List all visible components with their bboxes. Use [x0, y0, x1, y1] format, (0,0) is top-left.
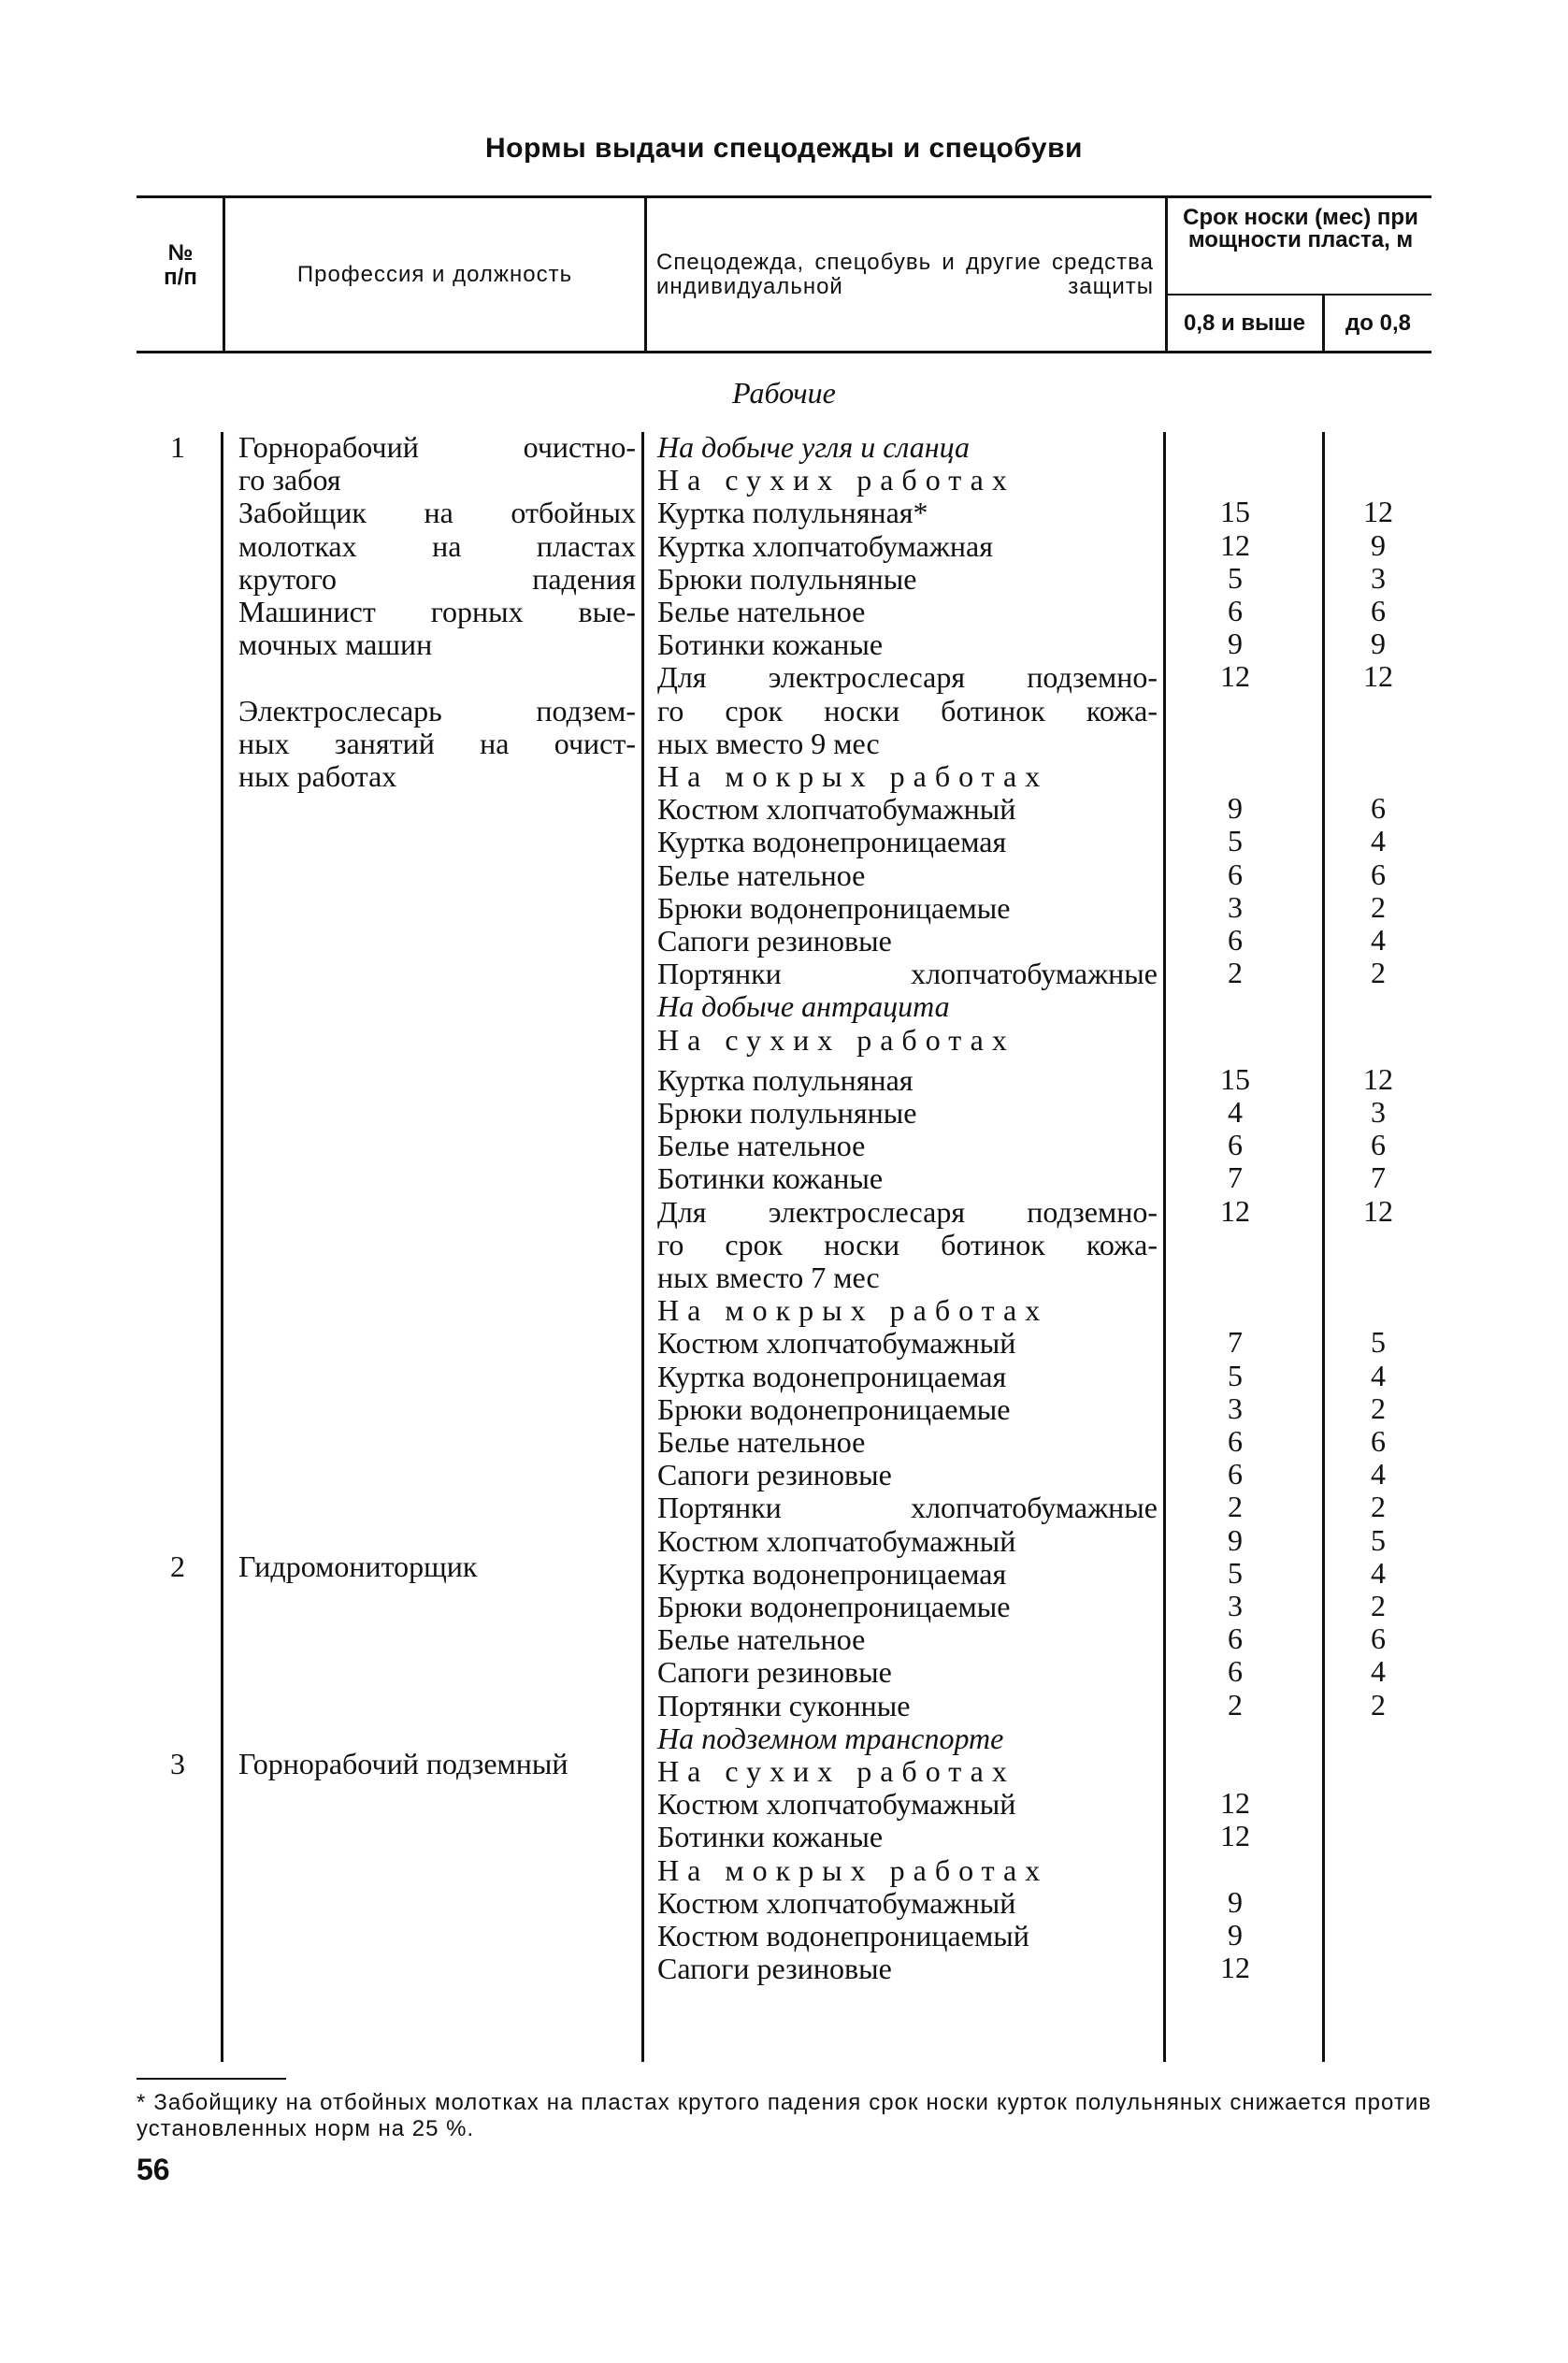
item-text: Брюки полульняные — [657, 1096, 917, 1130]
item-text: Куртка полульняная* — [657, 496, 928, 530]
item-text: На сухих работах — [657, 1022, 1015, 1057]
profession-text: Машинист горных вые- — [238, 595, 636, 628]
profession-text: го забоя — [238, 463, 341, 497]
footnote: * Забойщику на отбойных молотках на пластах крутого падения срок носки курток полульняных снижается против установленных норм на 25 %. — [137, 2090, 1431, 2141]
term-thick-value: 15 — [1220, 495, 1250, 529]
header-divider-4 — [1322, 295, 1325, 351]
item-text: Куртка водонепроницаемая — [657, 825, 1007, 859]
term-thick-value: 6 — [1228, 594, 1243, 627]
term-thin-value: 5 — [1371, 1325, 1386, 1360]
term-thin-value: 2 — [1371, 1490, 1386, 1524]
term-thin-value: 6 — [1371, 791, 1386, 826]
term-thick-value: 4 — [1228, 1095, 1243, 1129]
item-text: Костюм хлопчатобумажный — [657, 1885, 1016, 1920]
term-thick-value: 6 — [1228, 857, 1243, 891]
term-thick-value: 7 — [1228, 1160, 1243, 1195]
term-thick-value: 3 — [1228, 1589, 1243, 1622]
term-thick-value: 3 — [1228, 889, 1243, 924]
item-text: Сапоги резиновые — [657, 924, 892, 958]
term-thick-value: 12 — [1220, 659, 1250, 694]
term-thin-value: 2 — [1371, 1390, 1386, 1425]
header-clothing: Спецодежда, спецобувь и другие средства индивидуальной защиты — [656, 250, 1154, 299]
term-thin-value: 6 — [1371, 1128, 1386, 1162]
term-thin-value: 7 — [1371, 1160, 1386, 1195]
term-thick-value: 9 — [1228, 791, 1243, 826]
item-text: Сапоги резиновые — [657, 1952, 892, 1986]
section-title: Рабочие — [732, 376, 836, 410]
term-thick-value: 5 — [1228, 1555, 1243, 1590]
term-thin-value: 9 — [1371, 527, 1386, 562]
term-thick-value: 7 — [1228, 1325, 1243, 1360]
item-text: На мокрых работах — [657, 1852, 1049, 1887]
profession-text: крутого падения — [238, 561, 636, 596]
item-text: Костюм хлопчатобумажный — [657, 1787, 1016, 1822]
profession-text: Горнорабочий подземный — [238, 1747, 568, 1780]
item-text: Для электрослесаря подземно- — [657, 1194, 1158, 1229]
term-thin-value: 4 — [1371, 1654, 1386, 1689]
body-divider-4 — [1322, 432, 1325, 2062]
term-thin-value: 2 — [1371, 889, 1386, 924]
term-thick-value: 9 — [1228, 627, 1243, 661]
item-text: На сухих работах — [657, 463, 1015, 497]
profession-text: мочных машин — [238, 627, 433, 662]
term-thick-value: 9 — [1228, 1918, 1243, 1952]
item-text: Ботинки кожаные — [657, 1161, 884, 1196]
term-thick-value: 2 — [1228, 1687, 1243, 1722]
header-col-thick: 0,8 и выше — [1183, 310, 1306, 336]
item-text: Костюм хлопчатобумажный — [657, 1326, 1016, 1361]
item-text: Ботинки кожаные — [657, 1820, 884, 1854]
item-text: Портянки хлопчатобумажные — [657, 1491, 1158, 1525]
item-text: Брюки водонепроницаемые — [657, 890, 1011, 925]
item-text: Сапоги резиновые — [657, 1458, 892, 1492]
item-text: го срок носки ботинок кожа- — [657, 693, 1158, 728]
item-text: Ботинки кожаные — [657, 627, 884, 662]
term-thin-value: 2 — [1371, 956, 1386, 990]
term-thin-value: 12 — [1363, 1193, 1393, 1228]
item-text: На подземном транспорте — [657, 1721, 1004, 1755]
term-thin-value: 4 — [1371, 1555, 1386, 1590]
row-number: 1 — [170, 430, 185, 464]
item-text: Сапоги резиновые — [657, 1655, 892, 1690]
item-text: Белье нательное — [657, 1129, 866, 1163]
term-thin-value: 6 — [1371, 1621, 1386, 1656]
term-thick-value: 3 — [1228, 1390, 1243, 1425]
term-thick-value: 12 — [1220, 1786, 1250, 1821]
term-thick-value: 6 — [1228, 1424, 1243, 1458]
term-thin-value: 12 — [1363, 659, 1393, 694]
item-text: На добыче угля и сланца — [657, 430, 971, 464]
term-thick-value: 6 — [1228, 1457, 1243, 1491]
term-thin-value: 2 — [1371, 1687, 1386, 1722]
term-thin-value: 6 — [1371, 1424, 1386, 1458]
item-text: ных вместо 7 мес — [657, 1261, 880, 1294]
header-num: № п/п — [164, 240, 197, 290]
item-text: Куртка водонепроницаемая — [657, 1359, 1007, 1393]
term-thick-value: 5 — [1228, 560, 1243, 595]
footnote-rule — [137, 2078, 286, 2080]
term-thick-value: 5 — [1228, 1358, 1243, 1392]
term-thick-value: 12 — [1220, 1951, 1250, 1985]
item-text: Для электрослесаря подземно- — [657, 660, 1158, 695]
item-text: На мокрых работах — [657, 759, 1049, 793]
item-text: Портянки хлопчатобумажные — [657, 957, 1158, 991]
term-thin-value: 2 — [1371, 1589, 1386, 1622]
item-text: Белье нательное — [657, 595, 866, 628]
term-thin-value: 12 — [1363, 1061, 1393, 1096]
item-text: Брюки водонепроницаемые — [657, 1590, 1011, 1623]
profession-text: Горнорабочий очистно- — [238, 430, 636, 464]
term-thin-value: 12 — [1363, 495, 1393, 529]
item-text: Костюм хлопчатобумажный — [657, 792, 1016, 827]
term-thin-value: 9 — [1371, 627, 1386, 661]
term-thick-value: 9 — [1228, 1884, 1243, 1919]
item-text: Куртка полульняная — [657, 1062, 913, 1097]
term-thick-value: 6 — [1228, 1621, 1243, 1656]
term-thin-value: 6 — [1371, 594, 1386, 627]
term-thick-value: 9 — [1228, 1522, 1243, 1557]
body-divider-1 — [221, 432, 223, 2062]
profession-text: ных занятий на очист- — [238, 726, 636, 760]
profession-text: Гидромониторщик — [238, 1549, 478, 1583]
item-text: Костюм хлопчатобумажный — [657, 1523, 1016, 1558]
term-thin-value: 3 — [1371, 1095, 1386, 1129]
item-text: На сухих работах — [657, 1754, 1015, 1788]
row-number: 3 — [170, 1747, 185, 1780]
item-text: Брюки полульняные — [657, 561, 917, 596]
header-bottom-rule — [137, 351, 1431, 353]
term-thick-value: 15 — [1220, 1061, 1250, 1096]
term-thin-value: 5 — [1371, 1522, 1386, 1557]
header-divider-1 — [223, 198, 225, 351]
item-text: Портянки суконные — [657, 1688, 911, 1722]
body-divider-2 — [641, 432, 644, 2062]
header-profession: Профессия и должность — [296, 262, 573, 287]
page-number: 56 — [137, 2153, 170, 2186]
item-text: На мокрых работах — [657, 1293, 1049, 1328]
profession-text: Забойщик на отбойных — [238, 496, 636, 530]
term-thick-value: 6 — [1228, 1128, 1243, 1162]
item-text: Белье нательное — [657, 1425, 866, 1459]
profession-text: Электрослесарь подзем- — [238, 693, 636, 728]
item-text: Белье нательное — [657, 1622, 866, 1657]
term-thick-value: 12 — [1220, 1819, 1250, 1853]
item-text: Куртка хлопчатобумажная — [657, 528, 993, 563]
term-thin-value: 4 — [1371, 923, 1386, 957]
term-thick-value: 6 — [1228, 923, 1243, 957]
header-term: Срок носки (мес) при мощности пласта, м — [1183, 205, 1418, 252]
header-divider-2 — [644, 198, 647, 351]
term-thick-value: 6 — [1228, 1654, 1243, 1689]
item-text: Белье нательное — [657, 857, 866, 892]
body-divider-3 — [1163, 432, 1166, 2062]
term-thin-value: 3 — [1371, 560, 1386, 595]
item-text: На добыче антрацита — [657, 989, 950, 1024]
header-divider-3 — [1165, 198, 1168, 351]
header-col-thin: до 0,8 — [1345, 310, 1411, 336]
item-text: Брюки водонепроницаемые — [657, 1391, 1011, 1426]
term-thin-value: 4 — [1371, 1358, 1386, 1392]
term-thick-value: 12 — [1220, 1193, 1250, 1228]
table-top-rule — [137, 195, 1431, 198]
profession-text: молотках на пластах — [238, 528, 636, 563]
term-thin-value: 4 — [1371, 1457, 1386, 1491]
page-title: Нормы выдачи спецодежды и спецобуви — [484, 133, 1083, 164]
term-thick-value: 5 — [1228, 824, 1243, 858]
term-thick-value: 12 — [1220, 527, 1250, 562]
item-text: Костюм водонепроницаемый — [657, 1919, 1029, 1952]
item-text: го срок носки ботинок кожа- — [657, 1227, 1158, 1261]
item-text: Куртка водонепроницаемая — [657, 1556, 1007, 1591]
profession-text: ных работах — [238, 759, 397, 793]
term-thick-value: 2 — [1228, 956, 1243, 990]
term-subheader-rule — [1167, 294, 1431, 295]
term-thick-value: 2 — [1228, 1490, 1243, 1524]
term-thin-value: 4 — [1371, 824, 1386, 858]
item-text: ных вместо 9 мес — [657, 726, 880, 760]
term-thin-value: 6 — [1371, 857, 1386, 891]
row-number: 2 — [170, 1549, 185, 1583]
